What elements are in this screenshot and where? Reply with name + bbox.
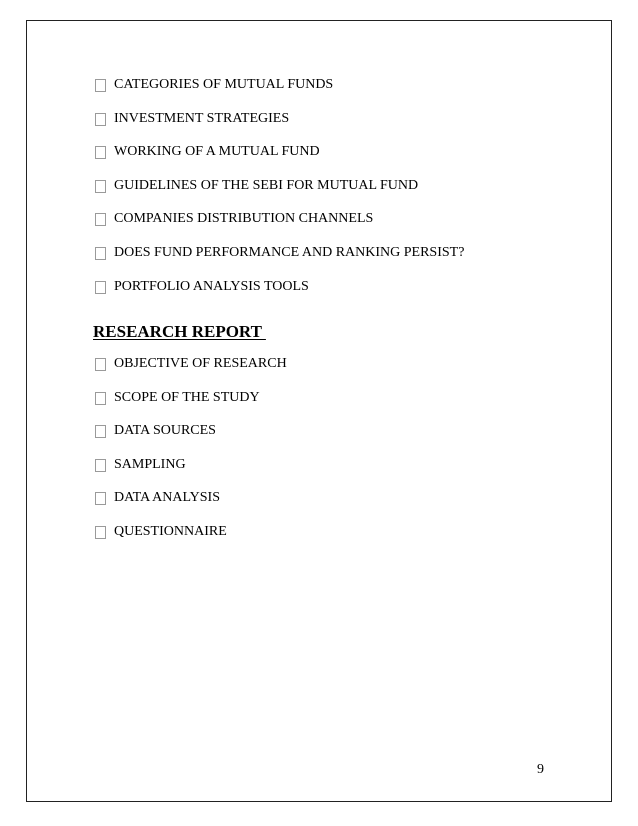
list-item (95, 177, 464, 211)
bullet-icon (95, 180, 106, 193)
list-item-text: DOES FUND PERFORMANCE AND RANKING PERSIST? (114, 244, 465, 260)
bullet-icon (95, 247, 106, 260)
list-item-text: DATA SOURCES (114, 423, 216, 439)
bullet-icon (95, 113, 106, 126)
list-item-text: QUESTIONNAIRE (114, 523, 227, 539)
list-item-text: CATEGORIES OF MUTUAL FUNDS (114, 77, 334, 92)
page-number: 9 (537, 762, 544, 777)
bullet-icon (95, 281, 106, 294)
list-item-text: PORTFOLIO ANALYSIS TOOLS (114, 278, 309, 294)
bullet-icon (95, 146, 106, 159)
list-item (95, 355, 287, 389)
list-item (95, 110, 464, 144)
list-item (95, 422, 287, 456)
list-item-text: SCOPE OF THE STUDY (114, 389, 260, 405)
bullet-icon (95, 425, 106, 438)
list-item-text: OBJECTIVE OF RESEARCH (114, 356, 287, 371)
list-item-text: WORKING OF A MUTUAL FUND (114, 144, 320, 160)
bullet-icon (95, 213, 106, 226)
list-item-text: COMPANIES DISTRIBUTION CHANNELS (114, 211, 374, 227)
list-item (95, 244, 464, 278)
list-item (95, 523, 287, 557)
list-item-text: SAMPLING (114, 456, 186, 472)
bullet-icon (95, 358, 106, 371)
bullet-icon (95, 392, 106, 405)
list-item-text: INVESTMENT STRATEGIES (114, 110, 290, 126)
bullet-icon (95, 459, 106, 472)
list-item (95, 389, 287, 423)
topics-list (95, 76, 464, 311)
research-list (95, 355, 287, 557)
list-item (95, 76, 464, 110)
section-heading: RESEARCH REPORT (93, 322, 266, 341)
list-item (95, 456, 287, 490)
list-item (95, 489, 287, 523)
bullet-icon (95, 492, 106, 505)
list-item (95, 210, 464, 244)
list-item (95, 143, 464, 177)
list-item-text: DATA ANALYSIS (114, 490, 220, 506)
bullet-icon (95, 79, 106, 92)
list-item (95, 278, 464, 312)
list-item-text: GUIDELINES OF THE SEBI FOR MUTUAL FUND (114, 177, 419, 193)
bullet-icon (95, 526, 106, 539)
